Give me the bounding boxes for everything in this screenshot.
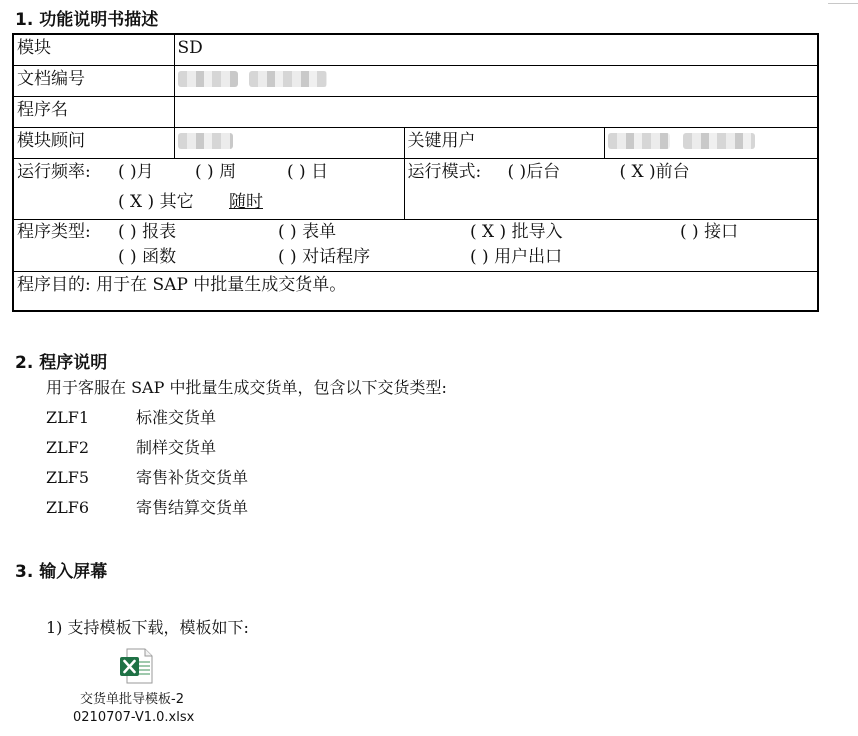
run-frequency-label: 运行频率: [17, 161, 91, 182]
module-value[interactable]: SD [174, 34, 818, 65]
redacted-block [178, 71, 238, 87]
section-2-intro: 用于客服在 SAP 中批量生成交货单，包含以下交货类型: [46, 378, 447, 397]
table-row [13, 158, 818, 219]
excel-file-icon[interactable] [119, 648, 153, 684]
consultant-value[interactable] [174, 127, 404, 158]
option-foreground[interactable]: ( X )前台 [619, 161, 690, 182]
delivery-type-code: ZLF2 [46, 438, 90, 457]
key-user-value[interactable] [604, 127, 818, 158]
spec-table [12, 33, 819, 312]
option-month[interactable]: ( )月 [118, 161, 154, 182]
table-row [13, 219, 818, 271]
redacted-block [178, 133, 233, 149]
section-3-heading: 3. 输入屏幕 [15, 562, 108, 582]
section-1-heading: 1. 功能说明书描述 [15, 10, 159, 30]
option-interface[interactable]: ( ) 接口 [680, 221, 739, 242]
doc-number-value[interactable] [174, 65, 818, 96]
run-mode-label: 运行模式: [407, 161, 482, 182]
section-2-heading: 2. 程序说明 [15, 353, 108, 373]
page-corner-line [828, 0, 858, 4]
redacted-block [608, 133, 670, 149]
program-name-value[interactable] [174, 96, 818, 127]
run-mode-cell [404, 158, 818, 219]
table-row [13, 65, 818, 96]
delivery-type-code: ZLF5 [46, 468, 90, 487]
option-other[interactable]: ( X ) 其它 [118, 191, 194, 212]
option-function[interactable]: ( ) 函数 [118, 246, 177, 267]
template-download-item: 1) 支持模板下载，模板如下: [46, 618, 249, 637]
option-other-value: 随时 [229, 191, 263, 212]
option-form[interactable]: ( ) 表单 [278, 221, 337, 242]
doc-number-label: 文档编号 [13, 65, 174, 96]
redacted-block [683, 133, 755, 149]
option-day[interactable]: ( ) 日 [287, 161, 329, 182]
table-row [13, 96, 818, 127]
table-row [13, 127, 818, 158]
table-row [13, 271, 818, 311]
redacted-block [249, 71, 327, 87]
run-frequency-cell [13, 158, 404, 219]
attachment-name-line2[interactable]: 0210707-V1.0.xlsx [73, 710, 195, 725]
module-label: 模块 [13, 34, 174, 65]
option-report[interactable]: ( ) 报表 [118, 221, 177, 242]
option-dialog-program[interactable]: ( ) 对话程序 [278, 246, 371, 267]
option-background[interactable]: ( )后台 [507, 161, 561, 182]
delivery-type-code: ZLF1 [46, 408, 90, 427]
delivery-type-code: ZLF6 [46, 498, 90, 517]
option-user-exit[interactable]: ( ) 用户出口 [470, 246, 563, 267]
program-type-label: 程序类型: [17, 221, 91, 242]
program-name-label: 程序名 [13, 96, 174, 127]
attachment-name-line1[interactable]: 交货单批导模板-2 [80, 692, 184, 707]
option-batch-import[interactable]: ( X ) 批导入 [470, 221, 563, 242]
option-week[interactable]: ( ) 周 [195, 161, 237, 182]
program-purpose: 程序目的: 用于在 SAP 中批量生成交货单。 [13, 271, 818, 311]
key-user-label: 关键用户 [404, 127, 604, 158]
program-type-cell [13, 219, 818, 271]
consultant-label: 模块顾问 [13, 127, 174, 158]
delivery-type-desc: 制样交货单 [136, 438, 217, 457]
delivery-type-desc: 标准交货单 [136, 408, 217, 427]
table-row [13, 34, 818, 65]
delivery-type-desc: 寄售结算交货单 [136, 498, 249, 517]
delivery-type-desc: 寄售补货交货单 [136, 468, 249, 487]
